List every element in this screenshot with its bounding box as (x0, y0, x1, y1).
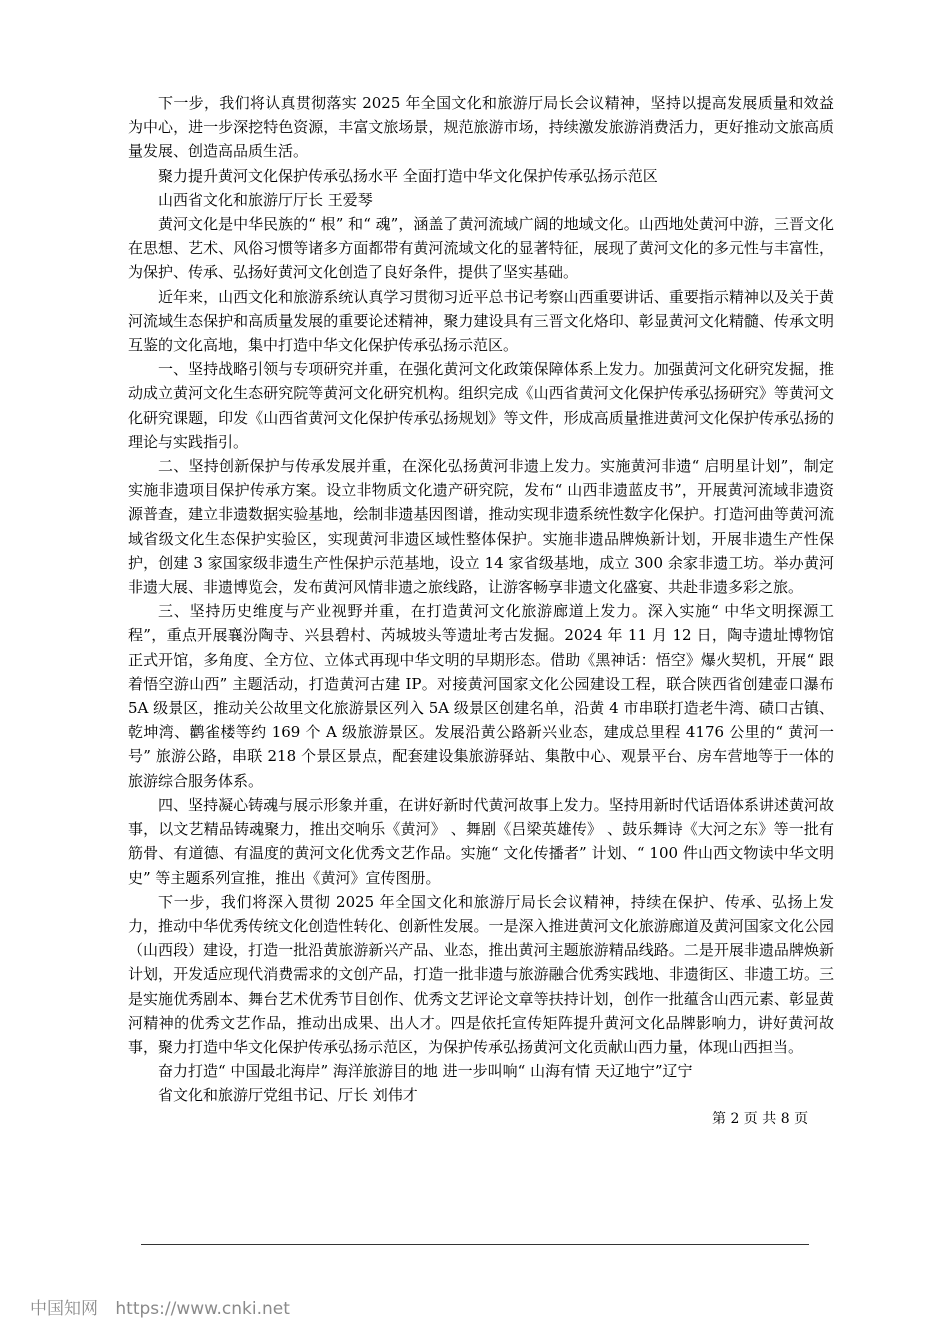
paragraph-point-three: 三、坚持历史维度与产业视野并重，在打造黄河文化旅游廊道上发力。深入实施“ 中华文明探源工程”，重点开展襄汾陶寺、兴县碧村、芮城坡头等遗址考古发掘。2024 年 11 月 12 日，陶寺遗址博物馆正式开馆，多角度、全方位、立体式再现中华文明的早期形态。借助《黑神话：悟空》爆火契机，开展“ 跟着悟空游山西” 主题活动，打造黄河古建 IP。对接黄河国家文化公园建设工程，联合陕西省创建壶口瀑布 5A 级景区，推动关公故里文化旅游景区列入 5A 级景区创建名单，沿黄 4 市串联打造老牛湾、碛口古镇、乾坤湾、鹳雀楼等约 169 个 A 级旅游景区。发展沿黄公路新兴业态，建成总里程 4176 公里的“ 黄河一号” 旅游公路，串联 218 个景区景点，配套建设集旅游驿站、集散中心、观景平台、房车营地等于一体的旅游综合服务体系。 (128, 602, 834, 790)
paragraph-point-two: 二、坚持创新保护与传承发展并重，在深化弘扬黄河非遗上发力。实施黄河非遗“ 启明星计划”，制定实施非遗项目保护传承方案。设立非物质文化遗产研究院，发布“ 山西非遗蓝皮书”，开展黄河流域非遗资源普查，建立非遗数据实验基地，绘制非遗基因图谱，推动实现非遗系统性数字化保护。打造河曲等黄河流域省级文化生态保护实验区，实现黄河非遗区域性整体保护。实施非遗品牌焕新计划，开展非遗生产性保护，创建 3 家国家级非遗生产性保护示范基地，设立 14 家省级基地，成立 300 余家非遗工坊。举办黄河非遗大展、非遗博览会，发布黄河风情非遗之旅线路，让游客畅享非遗文化盛宴、共赴非遗多彩之旅。 (128, 457, 834, 597)
paragraph-intro: 下一步，我们将认真贯彻落实 2025 年全国文化和旅游厅局长会议精神，坚持以提高发展质量和效益为中心，进一步深挖特色资源，丰富文旅场景，规范旅游市场，持续激发旅游消费活力，更好推动文旅高质量发展、创造高品质生活。 (128, 94, 834, 161)
paragraph-next-step: 下一步，我们将深入贯彻 2025 年全国文化和旅游厅局长会议精神，持续在保护、传承、弘扬上发力，推动中华优秀传统文化创造性转化、创新性发展。一是深入推进黄河文化旅游廊道及黄河国家文化公园（山西段）建设，打造一批沿黄旅游新兴产品、业态，推出黄河主题旅游精品线路。二是开展非遗品牌焕新计划，开发适应现代消费需求的文创产品，打造一批非遗与旅游融合优秀实践地、非遗街区、非遗工坊。三是实施优秀剧本、舞台艺术优秀节目创作、优秀文艺评论文章等扶持计划，创作一批蕴含山西元素、彰显黄河精神的优秀文艺作品，推动出成果、出人才。四是依托宣传矩阵提升黄河文化品牌影响力，讲好黄河故事，聚力打造中华文化保护传承弘扬示范区，为保护传承弘扬黄河文化贡献山西力量，体现山西担当。 (128, 892, 834, 1056)
footer-url[interactable]: https://www.cnki.net (115, 1299, 290, 1319)
paragraph-point-four: 四、坚持凝心铸魂与展示形象并重，在讲好新时代黄河故事上发力。坚持用新时代话语体系讲述黄河故事，以文艺精品铸魂聚力，推出交响乐《黄河》 、舞剧《吕梁英雄传》 、鼓乐舞诗《大河之东》等一批有筋骨、有道德、有温度的黄河文化优秀文艺作品。实施“ 文化传播者” 计划、“ 100 件山西文物读中华文明史” 等主题系列宣推，推出《黄河》宣传图册。 (128, 795, 834, 887)
article-body (128, 91, 834, 1108)
footer-site-name: 中国知网 (30, 1299, 98, 1319)
paragraph-recent-years: 近年来，山西文化和旅游系统认真学习贯彻习近平总书记考察山西重要讲话、重要指示精神以及关于黄河流域生态保护和高质量发展的重要论述精神，聚力建设具有三晋文化烙印、彰显黄河文化精髓、传承文明互鉴的文化高地，集中打造中华文化保护传承弘扬示范区。 (128, 287, 834, 355)
page-number: 第 2 页 共 8 页 (712, 1111, 809, 1127)
paragraph-yellow-river-culture: 黄河文化是中华民族的“ 根” 和“ 魂”，涵盖了黄河流域广阔的地域文化。山西地处黄河中游，三晋文化在思想、艺术、风俗习惯等诸多方面都带有黄河流域文化的显著特征，展现了黄河文化的多元性与丰富性，为保护、传承、弘扬好黄河文化创造了良好条件，提供了坚实基础。 (128, 215, 834, 282)
article-title-shanxi: 聚力提升黄河文化保护传承弘扬水平 全面打造中华文化保护传承弘扬示范区 (158, 166, 658, 185)
paragraph-point-one: 一、坚持战略引领与专项研究并重，在强化黄河文化政策保障体系上发力。加强黄河文化研究发掘，推动成立黄河文化生态研究院等黄河文化研究机构。组织完成《山西省黄河文化保护传承弘扬研究》等黄河文化研究课题，印发《山西省黄河文化保护传承弘扬规划》等文件，形成高质量推进黄河文化保护传承弘扬的理论与实践指引。 (128, 360, 834, 451)
byline-shanxi: 山西省文化和旅游厅厅长 王爱琴 (158, 190, 373, 209)
article-title-liaoning: 奋力打造“ 中国最北海岸” 海洋旅游目的地 进一步叫响“ 山海有情 天辽地宁”辽宁 (158, 1062, 693, 1081)
footer-watermark (30, 1294, 302, 1319)
footer-divider (141, 1244, 809, 1245)
byline-liaoning: 省文化和旅游厅党组书记、厅长 刘伟才 (158, 1086, 418, 1105)
